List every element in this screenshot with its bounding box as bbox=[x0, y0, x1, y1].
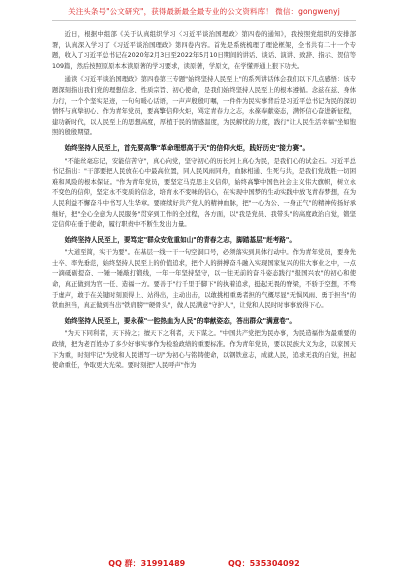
paragraph-section-3: "为天下同利者，天下持之；擅天下之利者，天下谋之。"中国共产党把为民办事，为民造福作为最重要的政绩，把为老百姓办了多少好事实事作为检验政绩的重要标准。作为青年党员，要以民族大义为念，以家国天下为重，时刻牢记"为党和人民谱写一切"为初心与铭铸使命，以钢铁意志，成就人民，追求无我的自觉，担起使命重任，争取更大光荣。要时刻把"人民呼声"作为 bbox=[52, 330, 356, 370]
header-divider bbox=[52, 20, 356, 21]
page-footer bbox=[0, 558, 408, 569]
section-heading-1: 始终坚持人民至上，首先要高擎"革命理想高于天"的信仰火炬，践好历史"接力赛"。 bbox=[64, 143, 310, 152]
paragraph-overview: 通读《习近平谈治国理政》第四卷第三专题"始终坚持人民至上"的系列讲话体会我们以下几点感悟：该专题深刻指出我们党的理想信念、性质宗旨、初心使命，是我们始终坚持人民至上的根本遵循。念兹在兹、身体力行，一个个坚实足迹，一句句暖心话语，一声声殷殷叮嘱，一件件为民实事背后是习近平总书记为民的深切情怀与真挚初心、作为青年党员，要高擎信仰火炬，骂定青春力之志，永葆奉献姿态，满怀信心奋进新征程，建功新时代，以人民至上的思想高度，厚植于民的情感温度，为民解忧的力度，践行"让人民生活幸福"坐如饱照的殷殷期望。 bbox=[52, 76, 356, 137]
footer-qq-group: QQ 群：31991489 bbox=[108, 559, 186, 568]
footer-qq: QQ：535304092 bbox=[228, 559, 300, 568]
paragraph-section-2: "大道至简，实干为要"。在基层一线一干一句空洞口号，必须落实到具体行动中。作为青年党员，要身先士卒、率先垂范，始终坚持人民至上的价值追求，把个人的拼搏奋斗融入实现国家复兴的伟大事业之中，一点一滴砥砺提奋、一锤一锤敲打锻线，一年一年坚持坚守，以一往无前的奋斗姿态践行"报国兴农"的初心和使命，真正做到为官一任、造福一方。要善于"行千里于脚下"的执着追求，挺起无畏的脊梁，不骄于空想，不骛于虚声，敢于在关键时刻顶得上、站得出，主动出击，以敢挑相重勇者担的气概尽显"无惧风雨、勇于担当"的铁血担当，真正做到当出"铁肩膀""硬骨头"，做人民满意"守护人"，让党和人民时时事事放得下心。 bbox=[52, 249, 356, 310]
paragraph-intro: 近日，根据中组部《关于认真组织学习〈习近平谈治国理政〉第四卷的通知》，我按照党组织的安排部署，认真深入学习了《习近平谈治国理政》第四卷内容。首先是系统梳理了理论框架，全书共有二十一个专题，收入了习近平总书记在2020年2月3日至2022年5月10日期间的讲话、谈话、演讲、致辞、指示、贺信等109篇，然后按照原原本本读原著的学习要求，读原著，学原文，在学懂弄通上狠下功夫。 bbox=[52, 31, 356, 70]
section-heading-2: 始终坚持人民至上，要笃定"群众安危重如山"的青春之志，脚踏基层"赶考路"。 bbox=[64, 235, 296, 244]
paragraph-section-1: "不能丝毫忘记，安能信苦守"，真心向党，坚守初心的历长河上真心为民，是我们心的试金石。习近平总书记指出："干部要把人民放在心中最高位置，同人民风雨同舟，血脉相通、生死与共，是我们党战胜一切困难和风险的根本保证。"作为青年党员，要坚定马克思主义信仰，始终高擎中国色社会主义伟大旗帜，树立永不变色的信仰，坚定永不变质的信念，培育永不变味的信心，在实现中国梦的生动实践中放飞青春梦想，在为人民利益不懈奋斗中书写人生华章。要赓续好共产党人的精神血脉，把"一心为公、一身正气"的精神传扬好承继好，把"全心全意为人民服务"贯穿到工作的全过程，各方面，以"我是党员、我带头"的高度政治自觉，锻坚定信仰在垂于使命，履行职责中不断生发出力量。 bbox=[52, 157, 356, 229]
section-heading-3: 始终坚持人民至上，要永葆"一腔热血为人民"的奉献姿态，答出群众"满意卷"。 bbox=[64, 316, 296, 325]
document-body bbox=[52, 30, 356, 375]
page-header-banner: 关注头条号"公文研究"，获得最新最全最专业的公文资料库！ 微信：gongwenyj bbox=[68, 7, 340, 16]
